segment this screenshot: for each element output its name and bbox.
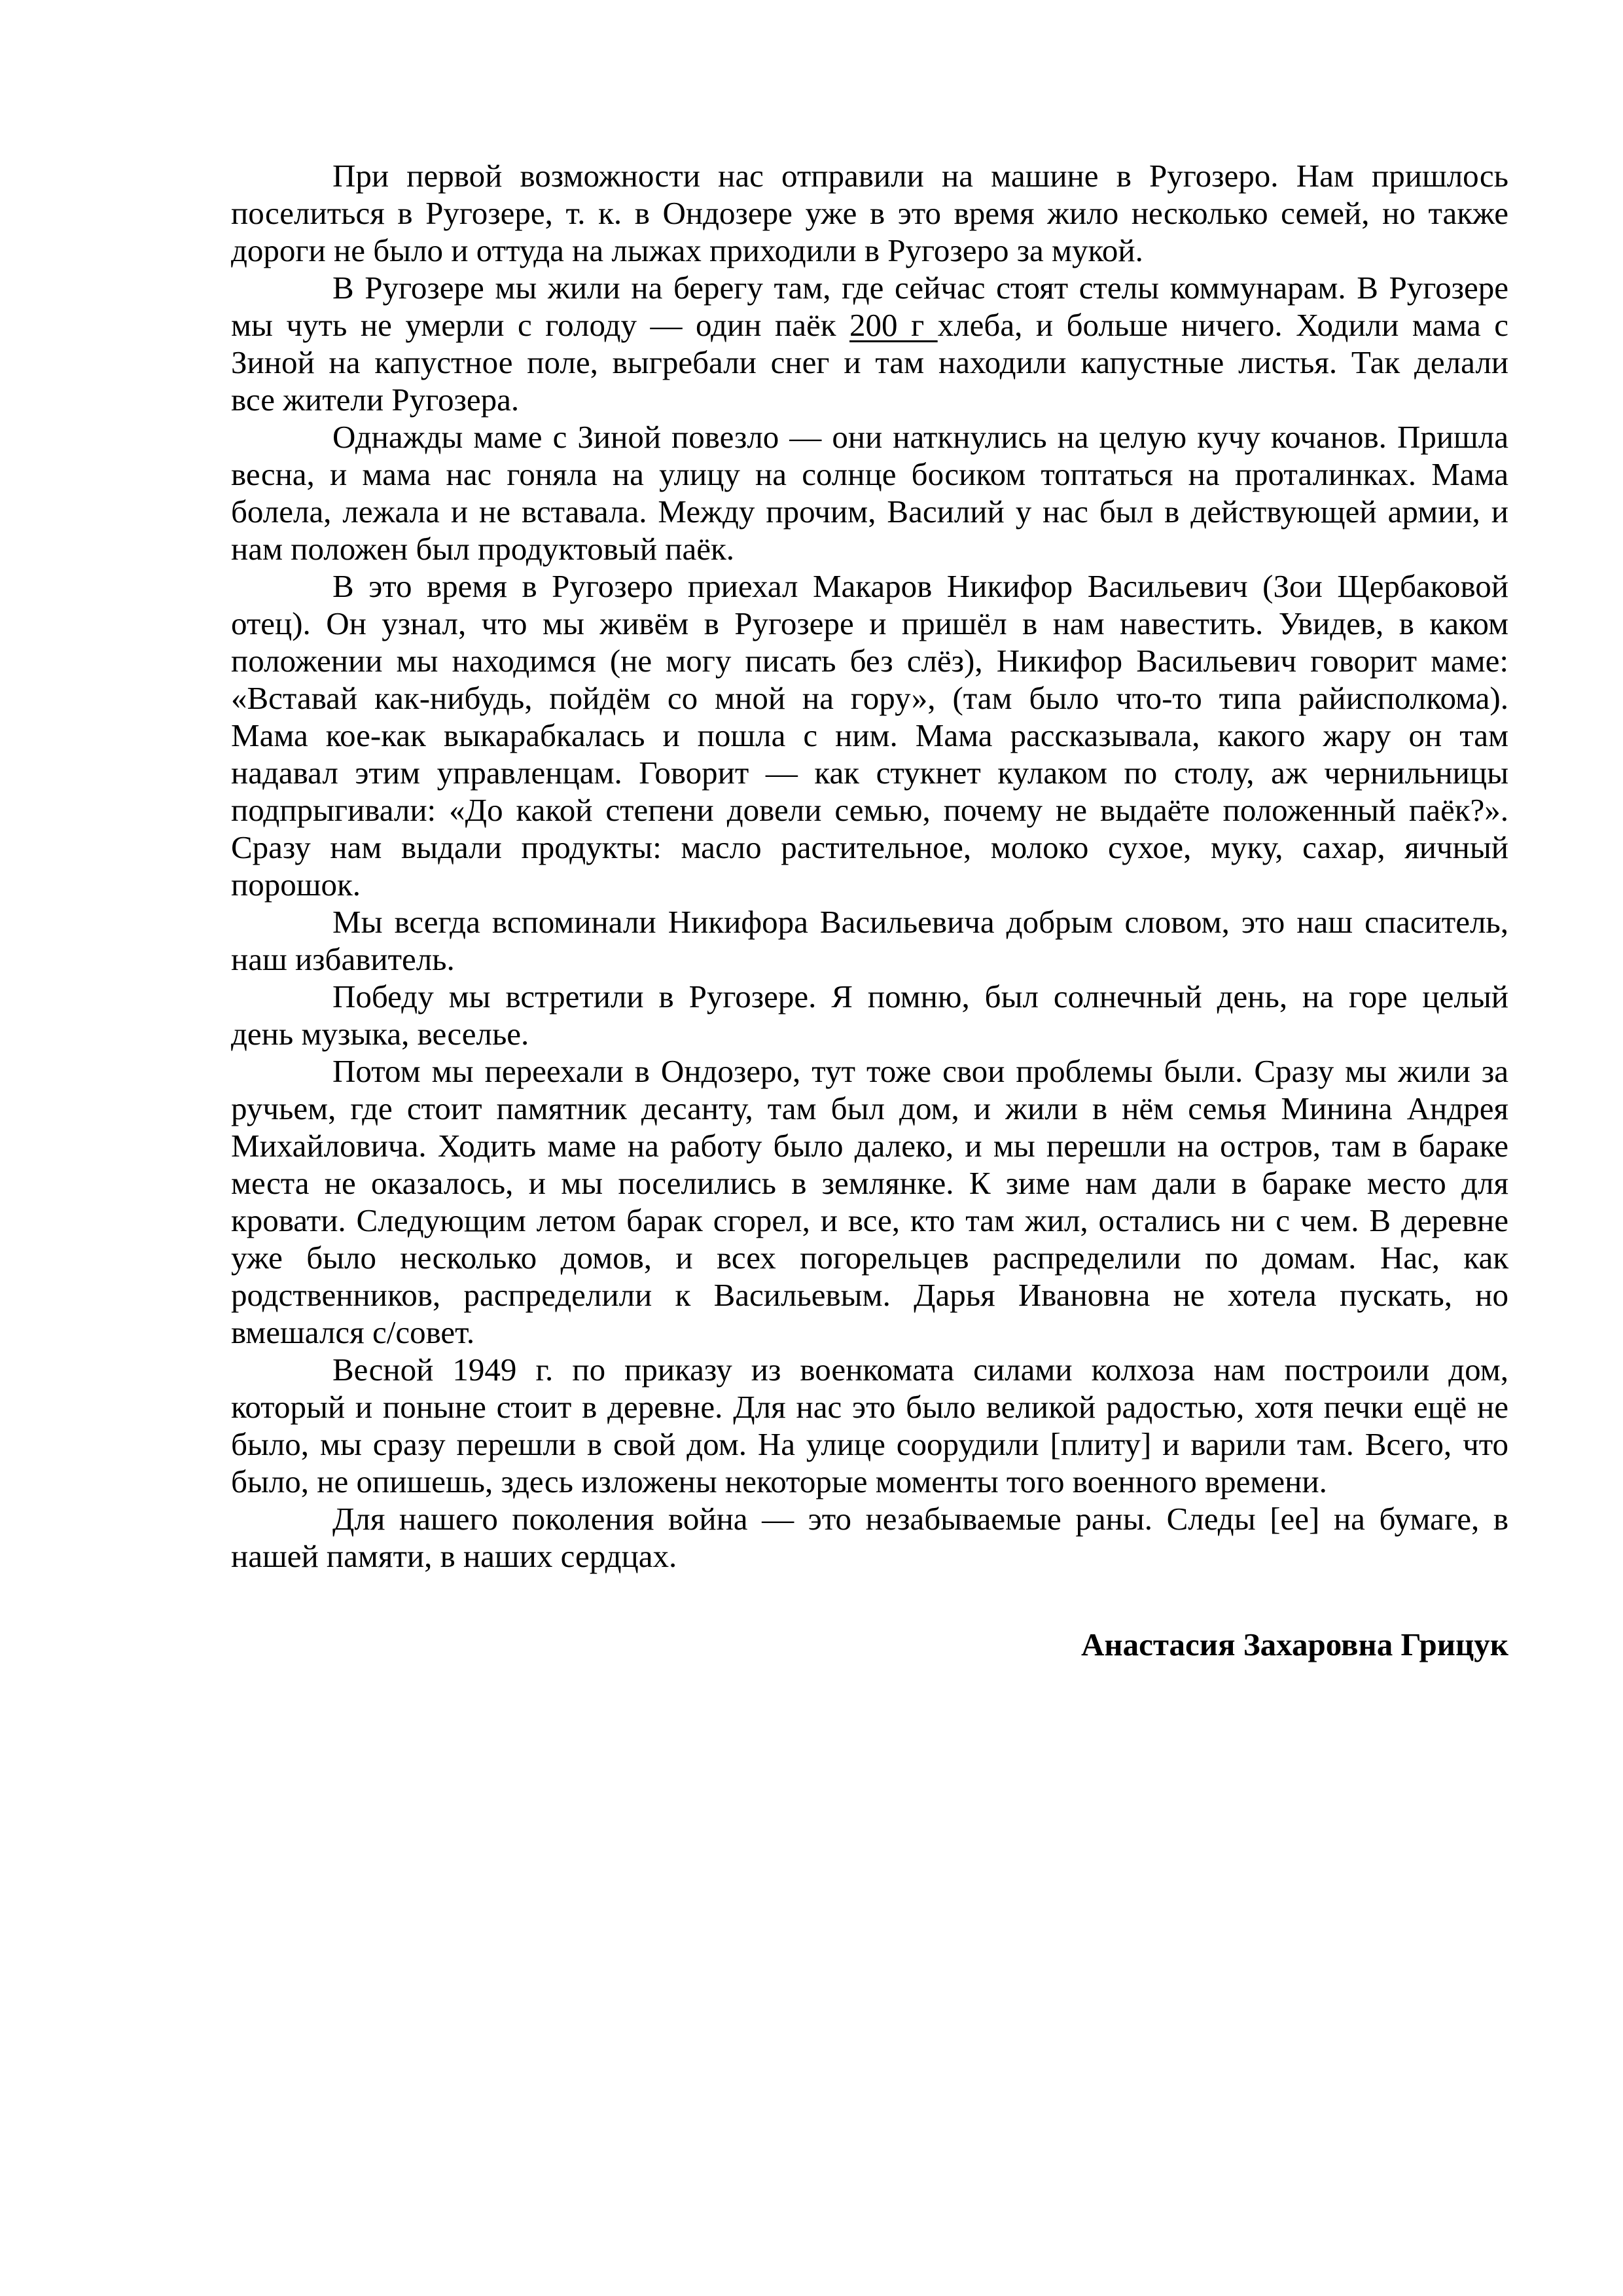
text-line: Потом мы переехали в Ондозеро, тут тоже свои проблемы были. Сразу мы жили за bbox=[332, 1053, 1508, 1089]
text-line: подпрыгивали: «До какой степени довели семью, почему не выдаёте положенный паёк?». bbox=[231, 792, 1508, 828]
text-block bbox=[231, 157, 1508, 1663]
text-line: который и поныне стоит в деревне. Для нас это было великой радостью, хотя печки ещё не bbox=[231, 1389, 1508, 1425]
paragraph bbox=[231, 567, 1508, 903]
text-line: Зиной на капустное поле, выгребали снег и там находили капустные листья. Так делали bbox=[231, 344, 1508, 380]
text-line: «Вставай как-нибудь, пойдём со мной на гору», (там было что-то типа райисполкома). bbox=[231, 680, 1508, 716]
text-line: При первой возможности нас отправили на машине в Ругозеро. Нам пришлось bbox=[332, 158, 1508, 194]
paragraph bbox=[231, 1500, 1508, 1575]
text-line: надавал этим управленцам. Говорит — как стукнет кулаком по столу, аж чернильницы bbox=[231, 755, 1508, 791]
text-line: положении мы находимся (не могу писать без слёз), Никифор Васильевич говорит маме: bbox=[231, 643, 1508, 679]
text-line: Однажды маме с Зиной повезло — они наткнулись на целую кучу кочанов. Пришла bbox=[332, 419, 1508, 455]
text-line: отец). Он узнал, что мы живём в Ругозере и пришёл в нам навестить. Увидев, в каком bbox=[231, 605, 1508, 641]
paragraph bbox=[231, 1052, 1508, 1351]
author-signature: Анастасия Захаровна Грицук bbox=[1080, 1626, 1508, 1662]
text-line: Сразу нам выдали продукты: масло растительное, молоко сухое, муку, сахар, яичный bbox=[231, 829, 1508, 865]
text-line: все жители Ругозера. bbox=[231, 382, 520, 418]
text-line: В Ругозере мы жили на берегу там, где сейчас стоят стелы коммунарам. В Ругозере bbox=[332, 270, 1508, 306]
text-line: поселиться в Ругозере, т. к. в Ондозере уже в это время жило несколько семей, но также bbox=[231, 195, 1508, 231]
text-line: мы чуть не умерли с голоду — один паёк 200 г хлеба, и больше ничего. Ходили мама с bbox=[231, 307, 1508, 343]
text-line: Для нашего поколения война — это незабываемые раны. Следы [ее] на бумаге, в bbox=[332, 1501, 1508, 1537]
text-line: родственников, распределили к Васильевым. Дарья Ивановна не хотела пускать, но bbox=[231, 1277, 1508, 1313]
text-line: Михайловича. Ходить маме на работу было далеко, и мы перешли на остров, там в бараке bbox=[231, 1128, 1508, 1164]
text-line: Победу мы встретили в Ругозере. Я помню, был солнечный день, на горе целый bbox=[332, 978, 1508, 1014]
text-line: кровати. Следующим летом барак сгорел, и все, кто там жил, остались ни с чем. В деревне bbox=[231, 1202, 1508, 1238]
text-line: наш избавитель. bbox=[231, 941, 455, 977]
paragraph bbox=[231, 1351, 1508, 1500]
underlined-text: 200 г bbox=[849, 307, 938, 343]
text-line: нам положен был продуктовый паёк. bbox=[231, 531, 734, 567]
text-line: уже было несколько домов, и всех погорельцев распределили по домам. Нас, как bbox=[231, 1240, 1508, 1276]
text-line: Весной 1949 г. по приказу из военкомата силами колхоза нам построили дом, bbox=[332, 1352, 1508, 1388]
text-line: болела, лежала и не вставала. Между прочим, Василий у нас был в действующей армии, и bbox=[231, 493, 1508, 529]
text-line: места не оказалось, и мы поселились в землянке. К зиме нам дали в бараке место для bbox=[231, 1165, 1508, 1201]
text-line: вмешался с/совет. bbox=[231, 1314, 475, 1350]
text-line: порошок. bbox=[231, 867, 361, 903]
text-line: Мы всегда вспоминали Никифора Васильевича добрым словом, это наш спаситель, bbox=[332, 904, 1508, 940]
text-line: дороги не было и оттуда на лыжах приходили в Ругозеро за мукой. bbox=[231, 232, 1143, 268]
text-line: нашей памяти, в наших сердцах. bbox=[231, 1538, 677, 1574]
text-line: Мама кое-как выкарабкалась и пошла с ним. Мама рассказывала, какого жару он там bbox=[231, 717, 1508, 753]
paragraph bbox=[231, 978, 1508, 1052]
text-line: было, не опишешь, здесь изложены некоторые моменты того военного времени. bbox=[231, 1463, 1327, 1499]
text-line: день музыка, веселье. bbox=[231, 1016, 529, 1052]
text-line: весна, и мама нас гоняла на улицу на солнце босиком топтаться на проталинках. Мама bbox=[231, 456, 1508, 492]
text-line: ручьем, где стоит памятник десанту, там был дом, и жили в нём семья Минина Андрея bbox=[231, 1090, 1508, 1126]
text-line: было, мы сразу перешли в свой дом. На улице соорудили [плиту] и варили там. Всего, что bbox=[231, 1426, 1508, 1462]
paragraph bbox=[231, 157, 1508, 269]
paragraph bbox=[231, 903, 1508, 978]
paragraph bbox=[231, 418, 1508, 567]
text-line: В это время в Ругозеро приехал Макаров Никифор Васильевич (Зои Щербаковой bbox=[332, 568, 1508, 604]
paragraph bbox=[231, 269, 1508, 418]
